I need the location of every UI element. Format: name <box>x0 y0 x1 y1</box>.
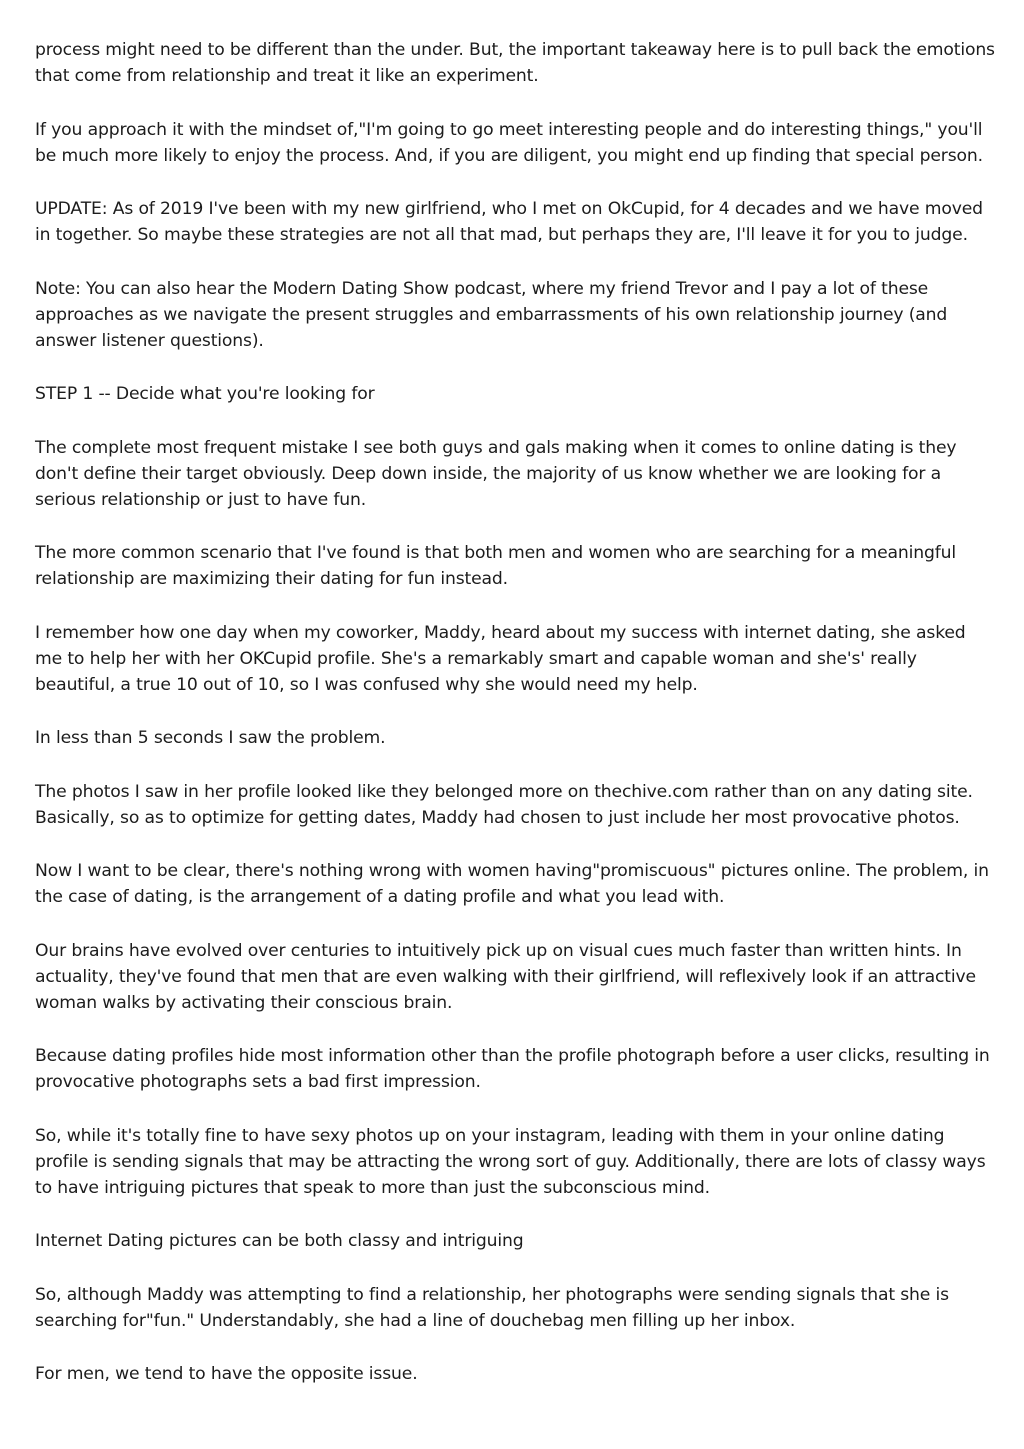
paragraph-common-mistake: The complete most frequent mistake I see both guys and gals making when it comes to online dating is they don't define their target obviously. Deep down inside, the majority of us know whether we are looking for a serious relationship or just to have fun. <box>35 437 957 510</box>
paragraph-brains-evolved: Our brains have evolved over centuries to intuitively pick up on visual cues much faster than written hints. In actuality, they've found that men that are even walking with their girlfriend, will reflexively look if an attractive woman walks by activating their conscious brain. <box>35 940 976 1013</box>
paragraph-common-scenario: The more common scenario that I've found is that both men and women who are searching for a meaningful relationship are maximizing their dating for fun instead. <box>35 543 957 589</box>
paragraph-saw-problem: In less than 5 seconds I saw the problem. <box>35 728 386 748</box>
paragraph-mindset: If you approach it with the mindset of,"I'm going to go meet interesting people and do interesting things," you'll be much more likely to enjoy the process. And, if you are diligent, you might end up finding that special person. <box>35 119 983 166</box>
paragraph-note-podcast: Note: You can also hear the Modern Dating Show podcast, where my friend Trevor and I pay a lot of these approaches as we navigate the present struggles and embarrassments of his own relationship journey (and answer listener questions). <box>35 278 948 351</box>
paragraph-intro-continuation: process might need to be different than the under. But, the important takeaway here is to pull back the emotions that come from relationship and treat it like an experiment. <box>35 40 995 86</box>
paragraph-coworker-maddy: I remember how one day when my coworker, Maddy, heard about my success with internet dating, she asked me to help her with her OKCupid profile. She's a remarkably smart and capable woman and she's' really beautiful, a true 10 out of 10, so I was confused why she would need my help. <box>35 622 966 695</box>
paragraph-profile-photos: The photos I saw in her profile looked like they belonged more on thechive.com rather than on any dating site. Basically, so as to optimize for getting dates, Maddy had chosen to just include her most provocative photos. <box>35 781 973 828</box>
paragraph-for-men: For men, we tend to have the opposite issue. <box>35 1364 418 1384</box>
paragraph-classy-intriguing: Internet Dating pictures can be both classy and intriguing <box>35 1231 524 1251</box>
paragraph-be-clear: Now I want to be clear, there's nothing wrong with women having"promiscuous" pictures online. The problem, in the case of dating, is the arrangement of a dating profile and what you lead with. <box>35 861 989 907</box>
paragraph-first-impression: Because dating profiles hide most information other than the profile photograph before a user clicks, resulting in provocative photographs sets a bad first impression. <box>35 1046 990 1092</box>
paragraph-sexy-photos: So, while it's totally fine to have sexy photos up on your instagram, leading with them in your online dating profile is sending signals that may be attracting the wrong sort of guy. Additionally, there are lots of classy ways to have intriguing pictures that speak to more than just the subconscious mind. <box>35 1125 986 1198</box>
paragraph-update: UPDATE: As of 2019 I've been with my new girlfriend, who I met on OkCupid, for 4 decades and we have moved in together. So maybe these strategies are not all that mad, but perhaps they are, I'll leave it for you to judge. <box>35 199 983 245</box>
paragraph-maddy-signals: So, although Maddy was attempting to find a relationship, her photographs were sending signals that she is searching for"fun." Understandably, she had a line of douchebag men filling up her inbox. <box>35 1284 949 1331</box>
section-heading-step-1: STEP 1 -- Decide what you're looking for <box>35 384 375 404</box>
document-body <box>35 37 995 1415</box>
